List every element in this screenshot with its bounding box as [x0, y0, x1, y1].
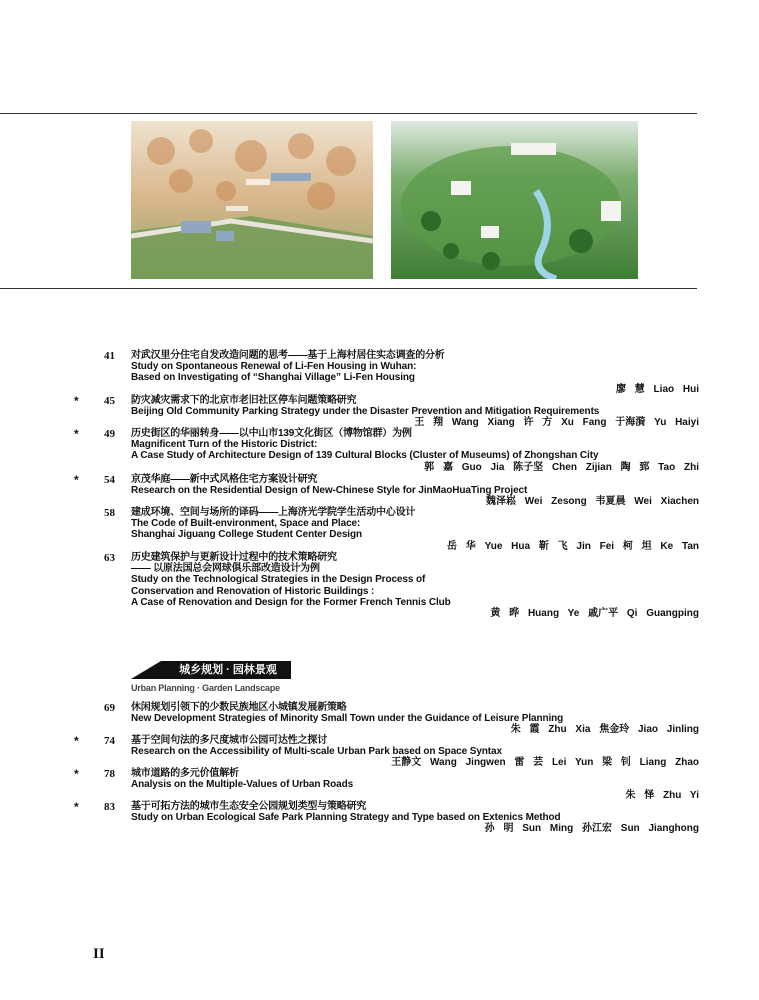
- title-en: Beijing Old Community Parking Strategy under the Disaster Prevention and Mitigation Requirements: [131, 406, 600, 418]
- title-en: Conservation and Renovation of Historic Buildings :: [131, 585, 375, 597]
- authors: 王 翔 Wang Xiang 许 方 Xu Fang 于海漪 Yu Haiyi: [414, 417, 699, 429]
- page-number: 74: [104, 735, 115, 747]
- featured-star: *: [74, 394, 79, 408]
- toc-group-2: [0, 702, 759, 834]
- title-zh: 防灾减灾需求下的北京市老旧社区停车问题策略研究: [131, 395, 357, 406]
- authors: 郭 嘉 Guo Jia 陈子坚 Chen Zijian 陶 郅 Tao Zhi: [424, 461, 699, 473]
- authors: 廖 慧 Liao Hui: [616, 383, 699, 395]
- featured-star: *: [74, 767, 79, 781]
- title-en: The Code of Built-environment, Space and Place:: [131, 518, 361, 530]
- title-zh: 基于空间句法的多尺度城市公园可达性之探讨: [131, 735, 327, 746]
- page-number-roman: II: [93, 946, 105, 962]
- featured-star: *: [74, 473, 79, 487]
- section-title-en: Urban Planning · Garden Landscape: [131, 683, 280, 693]
- section-title-zh: 城乡规划 · 园林景观: [179, 664, 277, 676]
- title-en: Magnificent Turn of the Historic District:: [131, 439, 318, 451]
- title-zh: 基于可拓方法的城市生态安全公园规划类型与策略研究: [131, 801, 367, 812]
- title-zh: 历史建筑保护与更新设计过程中的技术策略研究: [131, 552, 337, 563]
- page-number: 49: [104, 428, 115, 440]
- authors: 朱 怿 Zhu Yi: [625, 790, 699, 802]
- toc-entry[interactable]: [0, 474, 759, 507]
- page-number: 83: [104, 801, 115, 813]
- title-en: Study on Spontaneous Renewal of Li-Fen Housing in Wuhan:: [131, 361, 417, 373]
- toc-entry[interactable]: [0, 768, 759, 801]
- title-en: Research on the Accessibility of Multi-scale Urban Park based on Space Syntax: [131, 746, 502, 758]
- page-number: 69: [104, 702, 115, 714]
- aerial-photo-park: [391, 121, 638, 279]
- toc-entry[interactable]: [0, 428, 759, 474]
- toc-entry[interactable]: [0, 350, 759, 395]
- toc-entry[interactable]: [0, 507, 759, 552]
- title-zh: 建成环境、空间与场所的译码——上海济光学院学生活动中心设计: [131, 507, 416, 518]
- authors: 朱 霞 Zhu Xia 焦金玲 Jiao Jinling: [510, 724, 699, 736]
- page-number: 63: [104, 552, 115, 564]
- featured-star: *: [74, 734, 79, 748]
- authors: 孙 明 Sun Ming 孙江宏 Sun Jianghong: [484, 823, 699, 835]
- title-zh: 历史街区的华丽转身——以中山市139文化街区（博物馆群）为例: [131, 428, 412, 439]
- title-en: A Case of Renovation and Design for the Former French Tennis Club: [131, 596, 451, 608]
- title-zh: 城市道路的多元价值解析: [131, 768, 239, 779]
- page-number: 45: [104, 395, 115, 407]
- featured-star: *: [74, 800, 79, 814]
- aerial-photo-city: [131, 121, 373, 279]
- toc-entry[interactable]: [0, 735, 759, 768]
- title-en: Shanghai Jiguang College Student Center Design: [131, 529, 362, 541]
- title-en: Study on Urban Ecological Safe Park Planning Strategy and Type based on Extenics Method: [131, 812, 561, 824]
- page-number: 54: [104, 474, 115, 486]
- toc-entry[interactable]: [0, 702, 759, 735]
- title-en: Based on Investigating of “Shanghai Village” Li-Fen Housing: [131, 372, 415, 384]
- authors: 黄 晔 Huang Ye 戚广平 Qi Guangping: [490, 608, 699, 620]
- authors: 王静文 Wang Jingwen 雷 芸 Lei Yun 梁 钊 Liang Zhao: [391, 757, 699, 769]
- mid-rule: [0, 288, 697, 289]
- title-zh: 休闲规划引领下的少数民族地区小城镇发展新策略: [131, 702, 347, 713]
- toc-entry[interactable]: [0, 552, 759, 622]
- authors: 岳 华 Yue Hua 靳 飞 Jin Fei 柯 坦 Ke Tan: [447, 540, 699, 552]
- featured-star: *: [74, 427, 79, 441]
- title-en: New Development Strategies of Minority Small Town under the Guidance of Leisure Planning: [131, 713, 564, 725]
- page-number: 78: [104, 768, 115, 780]
- page-number: 41: [104, 350, 115, 362]
- top-rule: [0, 113, 697, 114]
- toc-group-1: [0, 350, 759, 622]
- title-en: Research on the Residential Design of New-Chinese Style for JinMaoHuaTing Project: [131, 485, 528, 497]
- title-zh: 京茂华庭——新中式风格住宅方案设计研究: [131, 474, 318, 485]
- toc-entry[interactable]: [0, 395, 759, 428]
- subtitle-zh: —— 以原法国总会网球俱乐部改造设计为例: [131, 563, 320, 575]
- title-en: Study on the Technological Strategies in the Design Process of: [131, 574, 426, 586]
- title-en: Analysis on the Multiple-Values of Urban Roads: [131, 779, 354, 791]
- title-zh: 对武汉里分住宅自发改造问题的思考——基于上海村居住实态调查的分析: [131, 350, 445, 361]
- title-en: A Case Study of Architecture Design of 139 Cultural Blocks (Cluster of Museums) of Zhongshan City: [131, 450, 599, 462]
- section-banner: [131, 660, 291, 693]
- page-number: 58: [104, 507, 115, 519]
- authors: 魏泽崧 Wei Zesong 韦夏晨 Wei Xiachen: [486, 496, 699, 508]
- toc-entry[interactable]: [0, 801, 759, 834]
